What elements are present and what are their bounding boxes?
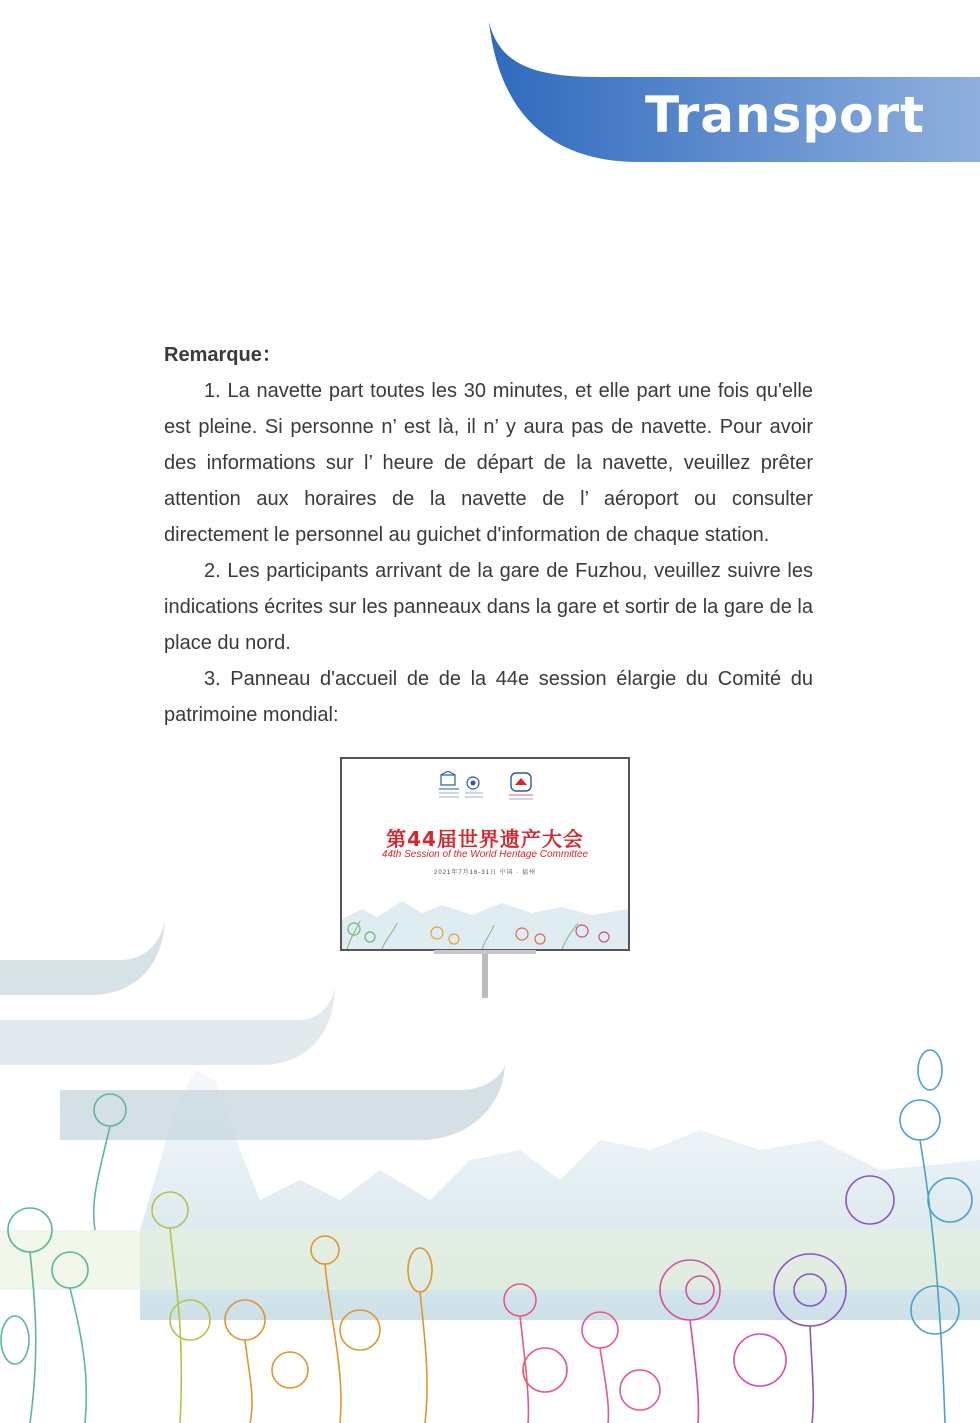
remark-heading: Remarque： <box>164 344 282 366</box>
sign-title-chinese: 第44届世界遗产大会 <box>386 827 584 851</box>
sign-date-line: 2021年7月16-31日 中国 · 福州 <box>433 870 537 876</box>
remark-paragraph-2: 2. Les participants arrivant de la gare de Fuzhou, veuillez suivre les indications écrites sur les panneaux dans la gare et sortir de la gare de la place du nord. <box>164 560 813 654</box>
landscape-flowers-illustration <box>0 900 980 1423</box>
remark-paragraph-1: 1. La navette part toutes les 30 minutes, et elle part une fois qu'elle est pleine. Si personne n’ est là, il n’ y aura pas de navette. Pour avoir des informations sur l’ heure de départ de la navette, veuillez prêter attention aux horaires de la navette de l’ aéroport ou consulter directement le personnel au guichet d'information de chaque station. <box>164 380 813 546</box>
sign-subtitle-english: 44th Session of the World Heritage Committee <box>381 849 589 860</box>
remark-section <box>164 337 813 733</box>
page-title: Transport <box>645 86 926 144</box>
remark-paragraph-3: 3. Panneau d'accueil de de la 44e session élargie du Comité du patrimoine mondial: <box>164 668 813 726</box>
unesco-logos-icon <box>437 771 547 811</box>
